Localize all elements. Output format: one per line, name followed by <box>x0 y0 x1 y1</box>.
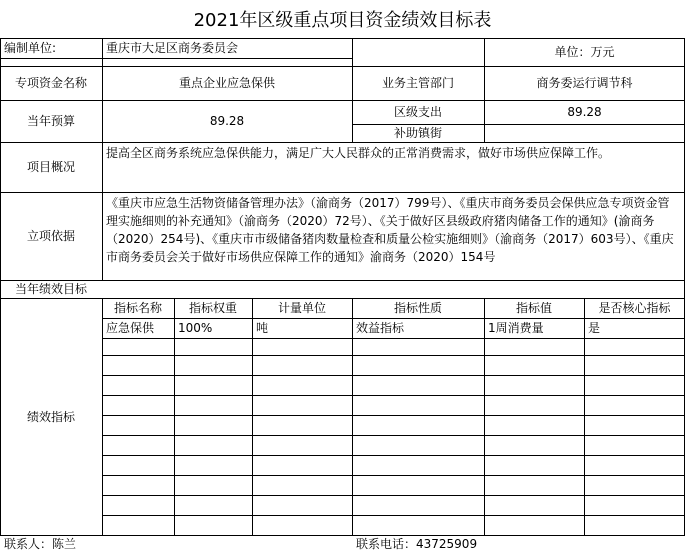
grid-line <box>352 298 353 536</box>
cell-indicator-name: 应急保供 <box>106 321 155 335</box>
grid-line <box>484 298 485 536</box>
grid-line <box>102 298 103 536</box>
dept-label: 业务主管部门 <box>381 76 454 90</box>
header-nature: 指标性质 <box>393 301 442 315</box>
unit-label: 编制单位: <box>4 41 57 55</box>
district-label: 区级支出 <box>393 105 442 119</box>
header-value: 指标值 <box>515 301 552 315</box>
grid-line <box>352 38 353 142</box>
cell-unit: 吨 <box>256 321 269 335</box>
cell-nature: 效益指标 <box>356 321 405 335</box>
grid-line <box>102 338 685 339</box>
budget-value: 89.28 <box>209 114 245 128</box>
grid-line <box>0 58 352 59</box>
header-indicator-name: 指标名称 <box>113 301 162 315</box>
grid-line <box>102 415 685 416</box>
grid-line <box>0 38 1 536</box>
overview-text: 提高全区商务系统应急保供能力，满足广大人民群众的正常消费需求，做好市场供应保障工作。 <box>106 146 611 160</box>
currency-label: 单位：万元 <box>554 45 615 59</box>
basis-text: 《重庆市应急生活物资储备管理办法》（渝商务（2017）799号）、《重庆市商务委员会保供应急专项资金管理实施细则的补充通知》（渝商务（2020）72号）、《关于做好区县级政府猪肉储备工作的通知》(渝商务（2020）254号)、《重庆市市级储备猪肉数量检查和质量公检实施细则》（渝商务（2017）603号）、《重庆市商务委员会关于做好市场供应保障工作的通知》渝商务（2020）154号 <box>106 196 674 264</box>
grid-line <box>102 455 685 456</box>
grid-line <box>102 475 685 476</box>
cell-value: 1周消费量 <box>488 321 544 335</box>
phone-label: 联系电话：43725909 <box>356 537 478 551</box>
grid-line <box>102 435 685 436</box>
fund-name-value: 重点企业应急保供 <box>178 76 275 90</box>
grid-line <box>484 38 485 142</box>
grid-line <box>102 38 103 280</box>
subsidy-label: 补助镇街 <box>393 126 442 140</box>
header-unit: 计量单位 <box>277 301 326 315</box>
grid-line <box>102 375 685 376</box>
basis-label: 立项依据 <box>26 229 75 243</box>
header-core: 是否核心指标 <box>598 301 671 315</box>
annual-label: 当年绩效目标 <box>14 282 87 296</box>
grid-line <box>102 495 685 496</box>
grid-line <box>102 318 685 319</box>
grid-line <box>584 298 585 536</box>
grid-line <box>174 298 175 536</box>
cell-weight: 100% <box>178 321 213 335</box>
grid-line <box>102 355 685 356</box>
overview-label: 项目概况 <box>26 160 75 174</box>
dept-value: 商务委运行调节科 <box>536 76 633 90</box>
district-value: 89.28 <box>567 105 602 119</box>
cell-core: 是 <box>588 321 601 335</box>
grid-line <box>0 280 685 281</box>
unit-value: 重庆市大足区商务委员会 <box>106 41 239 55</box>
grid-line <box>252 298 253 536</box>
grid-line <box>352 124 685 125</box>
page-title: 2021年区级重点项目资金绩效目标表 <box>193 10 492 31</box>
perf-label: 绩效指标 <box>26 409 75 424</box>
budget-label: 当年预算 <box>26 114 75 128</box>
header-weight: 指标权重 <box>188 301 237 315</box>
contact-label: 联系人：陈兰 <box>4 537 77 551</box>
grid-line <box>102 515 685 516</box>
grid-line <box>102 395 685 396</box>
fund-name-label: 专项资金名称 <box>14 76 87 90</box>
